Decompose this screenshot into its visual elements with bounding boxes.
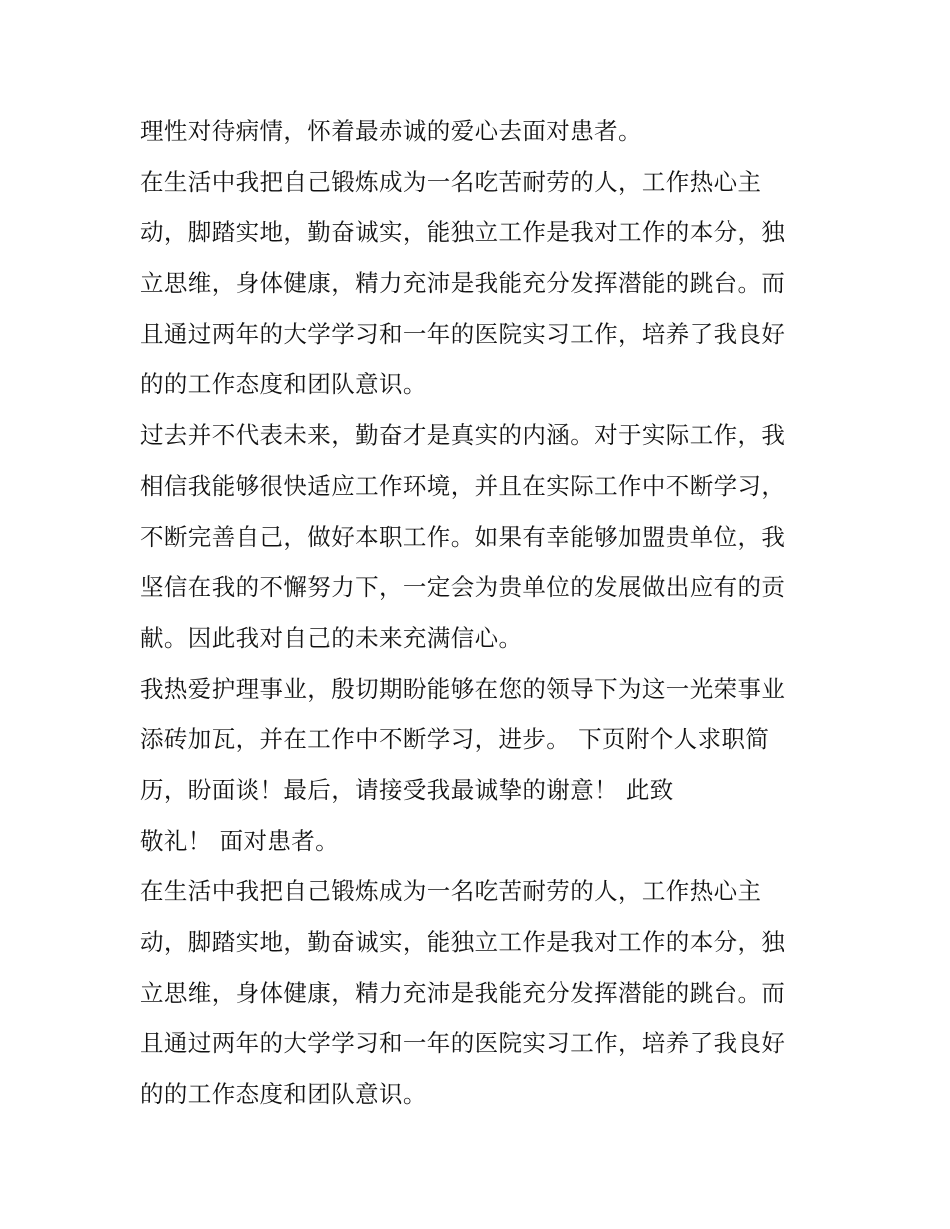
text-line: 添砖加瓦，并在工作中不断学习，进步。 下页附个人求职简 [140, 725, 770, 754]
text-line: 献。因此我对自己的未来充满信心。 [140, 623, 523, 652]
text-line: 的的工作态度和团队意识。 [140, 370, 427, 399]
text-line: 且通过两年的大学学习和一年的医院实习工作，培养了我良好 [140, 1029, 786, 1058]
text-line: 相信我能够很快适应工作环境，并且在实际工作中不断学习， [140, 471, 786, 500]
document-body [140, 106, 820, 1120]
text-line: 的的工作态度和团队意识。 [140, 1080, 427, 1109]
text-line: 立思维，身体健康，精力充沛是我能充分发挥潜能的跳台。而 [140, 269, 786, 298]
text-line: 不断完善自己，做好本职工作。如果有幸能够加盟贵单位，我 [140, 522, 786, 551]
text-line: 敬礼！ 面对患者。 [140, 826, 340, 855]
text-line: 历，盼面谈！最后，请接受我最诚挚的谢意！ 此致 [140, 775, 674, 804]
text-line: 过去并不代表未来，勤奋才是真实的内涵。对于实际工作，我 [140, 421, 786, 450]
text-line: 在生活中我把自己锻炼成为一名吃苦耐劳的人，工作热心主 [140, 167, 762, 196]
text-line: 且通过两年的大学学习和一年的医院实习工作，培养了我良好 [140, 319, 786, 348]
text-line: 立思维，身体健康，精力充沛是我能充分发挥潜能的跳台。而 [140, 978, 786, 1007]
text-line: 动，脚踏实地，勤奋诚实，能独立工作是我对工作的本分，独 [140, 928, 786, 956]
text-line: 坚信在我的不懈努力下，一定会为贵单位的发展做出应有的贡 [140, 573, 786, 602]
text-line: 我热爱护理事业，殷切期盼能够在您的领导下为这一光荣事业 [140, 674, 786, 703]
text-line: 在生活中我把自己锻炼成为一名吃苦耐劳的人，工作热心主 [140, 877, 762, 906]
text-line: 动，脚踏实地，勤奋诚实，能独立工作是我对工作的本分，独 [140, 218, 786, 247]
text-line: 理性对待病情，怀着最赤诚的爱心去面对患者。 [140, 117, 642, 145]
